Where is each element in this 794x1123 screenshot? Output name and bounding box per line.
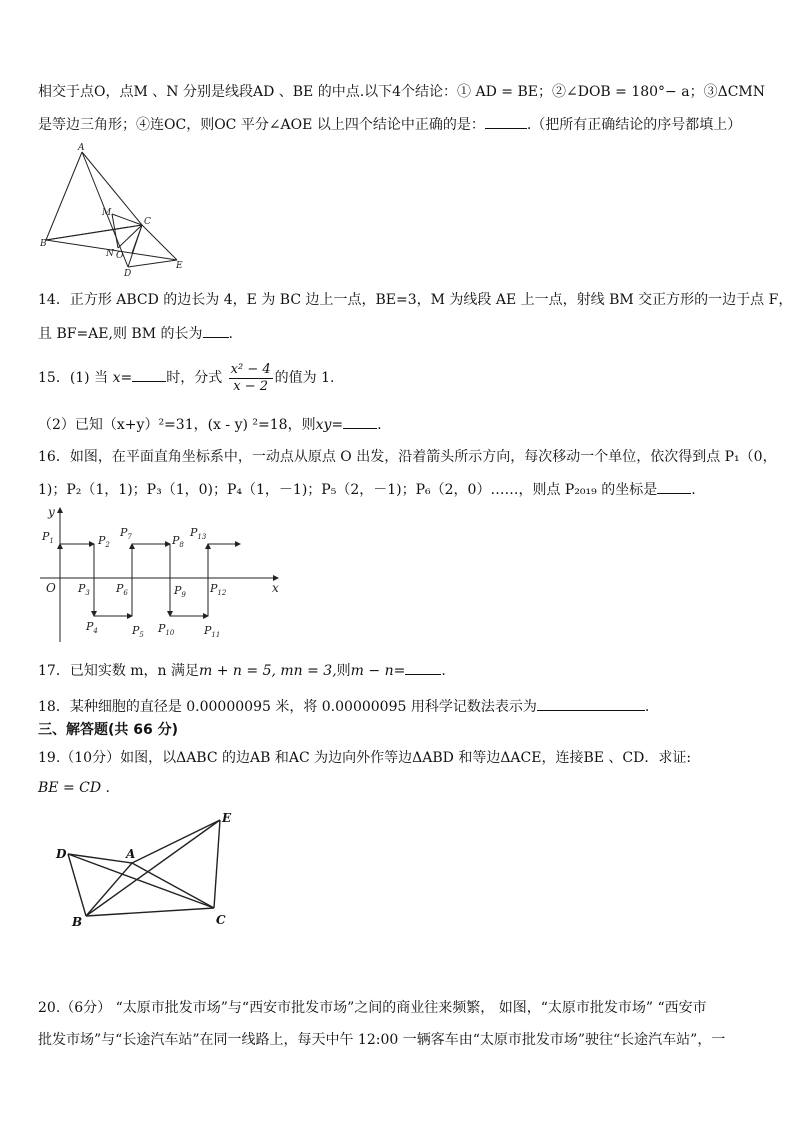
fraction-denominator: x − 2 (233, 378, 269, 394)
label-A: A (126, 847, 136, 861)
q13-line2-end: .（把所有正确结论的序号都填上） (526, 117, 742, 133)
q20-line2: 批发市场”与“长途汽车站”在同一线路上，每天中午 12:00 一辆客车由“太原市批发市场”驶往“长途汽车站”，一 (38, 1032, 726, 1048)
q16-line1: 16．如图，在平面直角坐标系中，一动点从原点 O 出发，沿着箭头所示方向，每次移动一个单位，依次得到点 P₁（0， (38, 449, 777, 465)
q16-line2-end: . (691, 482, 696, 498)
q20-line1: 20.（6分） “太原市批发市场”与“西安市批发市场”之间的商业往来频繁， 如图，“太原市批发市场” “西安市 (38, 1000, 707, 1016)
q15-part2-end: . (377, 417, 382, 433)
label-C: C (216, 913, 226, 927)
label-B: B (72, 915, 83, 929)
point-P5: $P_5$ (132, 624, 144, 639)
q15-part1-end: 的值为 1. (274, 370, 335, 386)
q15-part2-text: （2）已知（x+y）²=31，(x - y) ²=18，则 (38, 417, 316, 433)
label-E: E (176, 261, 183, 271)
label-D: D (56, 847, 67, 861)
point-P4: $P_4$ (86, 620, 98, 635)
q19-line2: BE = CD . (38, 780, 110, 796)
q15-part2 (38, 414, 382, 435)
section-header: 三、解答题(共 66 分) (38, 722, 179, 738)
fraction-numerator: x² − 4 (230, 361, 271, 377)
answer-blank (343, 414, 377, 429)
answer-blank (203, 323, 229, 338)
q15-part1 (38, 360, 334, 396)
point-P6: $P_6$ (116, 582, 128, 597)
q14-line2 (38, 323, 233, 344)
fraction (229, 362, 273, 395)
q13-line2 (38, 114, 741, 135)
answer-blank (405, 660, 441, 675)
q17-expression-2: m − n (350, 663, 394, 679)
label-C: C (144, 217, 151, 227)
q15-part1-text: 15．(1) 当 (38, 370, 109, 386)
q16-coordinate-figure (36, 504, 286, 644)
label-N: N (106, 249, 114, 259)
label-O: O (116, 251, 124, 261)
q16-path-arrows (60, 544, 240, 616)
point-P1: $P_1$ (42, 530, 54, 545)
point-P2: $P_2$ (98, 534, 110, 549)
q15-equals: = (120, 370, 133, 386)
q19-figure-lines (68, 820, 220, 916)
answer-blank (485, 114, 527, 129)
q19-figure (52, 808, 242, 930)
q16-line2-text: 1)；P₂（1，1)；P₃（1，0)；P₄（1，－1)；P₅（2，－1)；P₆（2，0）……，则点 P₂₀₁₉ 的坐标是 (38, 482, 658, 498)
point-P8: $P_8$ (172, 534, 184, 549)
point-P3: $P_3$ (78, 582, 90, 597)
q14-line1: 14．正方形 ABCD 的边长为 4，E 为 BC 边上一点，BE=3，M 为线段 AE 上一点，射线 BM 交正方形的一边于点 F， (38, 292, 793, 308)
q17-text: 17．已知实数 m，n 满足 (38, 663, 200, 679)
label-A: A (78, 143, 85, 153)
q15-variable: x (112, 370, 121, 386)
q15-fraction-label: 时，分式 (166, 370, 223, 386)
label-E: E (222, 811, 232, 825)
axis-y-label: y (48, 505, 55, 519)
q18-line (38, 696, 649, 717)
q14-line2-text: 且 BF=AE,则 BM 的长为 (38, 326, 203, 342)
q18-text: 18．某种细胞的直径是 0.00000095 米，将 0.00000095 用科学记数法表示为 (38, 699, 537, 715)
point-P10: $P_{10}$ (158, 622, 175, 637)
q17-then: 则 (336, 663, 351, 679)
point-P13: $P_{13}$ (190, 526, 207, 541)
answer-blank (132, 367, 166, 382)
label-D: D (124, 269, 132, 277)
point-P12: $P_{12}$ (210, 582, 227, 597)
q13-figure (36, 142, 196, 277)
q16-line2 (38, 479, 696, 500)
q17-line (38, 660, 446, 681)
label-B: B (40, 239, 47, 249)
q14-line2-end: . (228, 326, 233, 342)
q17-equals: = (393, 663, 406, 679)
q18-end: . (644, 699, 650, 715)
point-P9: $P_9$ (174, 584, 186, 599)
q17-expression: m + n = 5, mn = 3, (199, 663, 337, 679)
q19-line1: 19.（10分）如图，以ΔABC 的边AB 和AC 为边向外作等边ΔABD 和等边ΔACE，连接BE 、CD．求证: (38, 750, 692, 766)
axis-x-label: x (272, 581, 279, 595)
q13-line1: 相交于点O，点M 、N 分别是线段AD 、BE 的中点.以下4个结论：① AD = BE；②∠DOB = 180°− a；③ΔCMN (38, 84, 765, 100)
label-M: M (102, 208, 112, 218)
answer-blank (537, 696, 645, 711)
q15-part2-equals: = (331, 417, 344, 433)
q17-end: . (441, 663, 446, 679)
q15-part2-variable: xy (315, 417, 332, 433)
point-P11: $P_{11}$ (204, 624, 221, 639)
answer-blank (657, 479, 691, 494)
point-P7: $P_7$ (120, 526, 132, 541)
origin-label: O (46, 581, 56, 595)
q13-line2-text: 是等边三角形；④连OC，则OC 平分∠AOE 以上四个结论中正确的是： (38, 117, 485, 133)
